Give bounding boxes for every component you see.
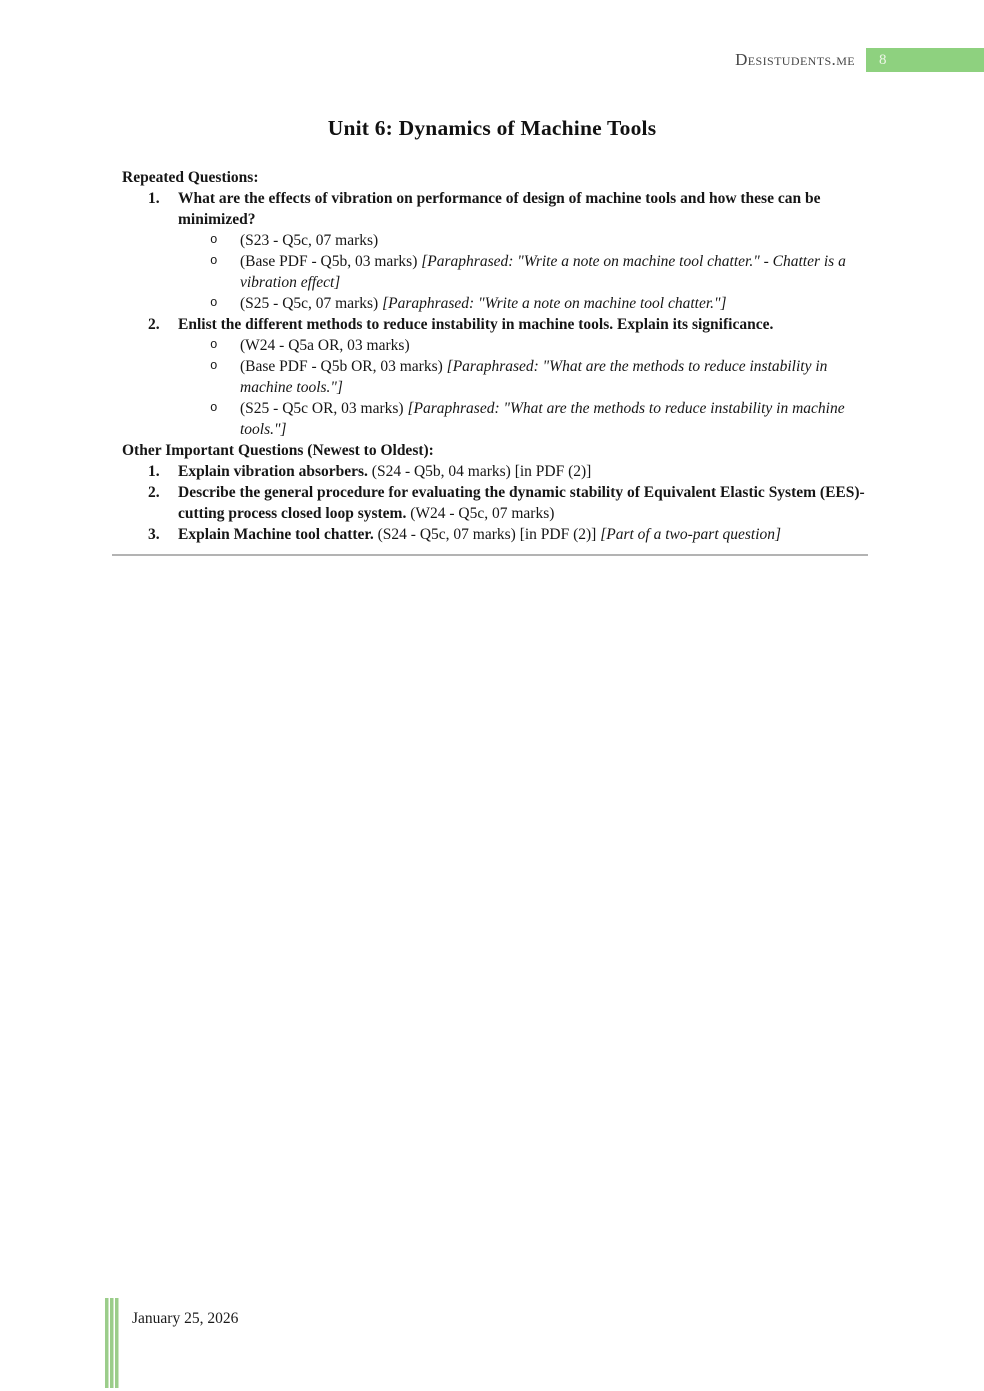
text-segment: (S24 - Q5b, 04 marks) [in PDF (2)]	[367, 463, 592, 480]
bullet-marker: o	[210, 401, 218, 415]
text-segment: [Paraphrased: "What are the methods to reduce instability in machine tools."]	[240, 358, 828, 396]
question-sections	[122, 167, 868, 545]
question-item	[122, 482, 868, 524]
page-title: Unit 6: Dynamics of Machine Tools	[327, 116, 657, 140]
question-item	[122, 524, 868, 545]
question-subitem	[122, 230, 868, 251]
subitem-text	[240, 251, 868, 293]
question-number: 2.	[148, 316, 160, 333]
subitem-text	[240, 335, 868, 356]
document-content	[122, 167, 868, 556]
question-subitem	[122, 293, 868, 314]
section-heading: Repeated Questions:	[122, 169, 259, 186]
text-segment: What are the effects of vibration on performance of design of machine tools and how these can be minimized?	[178, 190, 821, 228]
subitem-text	[240, 398, 868, 440]
footer-date: January 25, 2026	[132, 1310, 239, 1327]
text-segment: [Paraphrased: "What are the methods to reduce instability in machine tools."]	[240, 400, 845, 438]
text-segment: Explain Machine tool chatter.	[178, 526, 374, 543]
question-subitem	[122, 398, 868, 440]
question-number: 1.	[148, 190, 160, 207]
text-segment: [Part of a two-part question]	[600, 526, 782, 543]
bullet-marker: o	[210, 233, 218, 247]
text-segment: (Base PDF - Q5b, 03 marks)	[240, 253, 422, 270]
section-heading: Other Important Questions (Newest to Oldest):	[122, 442, 434, 459]
subitem-text	[240, 230, 868, 251]
text-segment: [Paraphrased: "Write a note on machine tool chatter." - Chatter is a vibration effect]	[240, 253, 846, 291]
text-segment: (S23 - Q5c, 07 marks)	[240, 232, 379, 249]
subitem-text	[240, 356, 868, 398]
question-item	[122, 188, 868, 230]
question-number: 2.	[148, 484, 160, 501]
question-number: 3.	[148, 526, 160, 543]
bullet-marker: o	[210, 296, 218, 310]
subitem-text	[240, 293, 868, 314]
question-text	[178, 188, 868, 230]
bullet-marker: o	[210, 359, 218, 373]
text-segment: [Paraphrased: "Write a note on machine tool chatter."]	[382, 295, 727, 312]
text-segment: (W24 - Q5c, 07 marks)	[406, 505, 555, 522]
question-text	[178, 482, 868, 524]
site-brand: Desistudents.me	[735, 50, 855, 69]
question-item	[122, 314, 868, 335]
horizontal-rule	[112, 554, 868, 556]
text-segment: Enlist the different methods to reduce instability in machine tools. Explain its significance.	[178, 316, 774, 333]
page-header	[735, 48, 984, 72]
text-segment: Explain vibration absorbers.	[178, 463, 368, 480]
question-subitem	[122, 251, 868, 293]
footer-decoration-bars	[105, 1298, 119, 1388]
question-text	[178, 524, 868, 545]
question-subitem	[122, 335, 868, 356]
text-segment: (W24 - Q5a OR, 03 marks)	[240, 337, 410, 354]
question-text	[178, 314, 868, 335]
bullet-marker: o	[210, 338, 218, 352]
question-subitem	[122, 356, 868, 398]
text-segment: (S24 - Q5c, 07 marks) [in PDF (2)]	[373, 526, 601, 543]
page-number-badge: 8	[866, 48, 984, 72]
question-number: 1.	[148, 463, 160, 480]
text-segment: (S25 - Q5c OR, 03 marks)	[240, 400, 408, 417]
text-segment: (S25 - Q5c, 07 marks)	[240, 295, 383, 312]
question-text	[178, 461, 868, 482]
text-segment: Describe the general procedure for evaluating the dynamic stability of Equivalent Elastic System (EES)-cutting process closed loop system.	[178, 484, 865, 522]
text-segment: (Base PDF - Q5b OR, 03 marks)	[240, 358, 447, 375]
bullet-marker: o	[210, 254, 218, 268]
question-item	[122, 461, 868, 482]
